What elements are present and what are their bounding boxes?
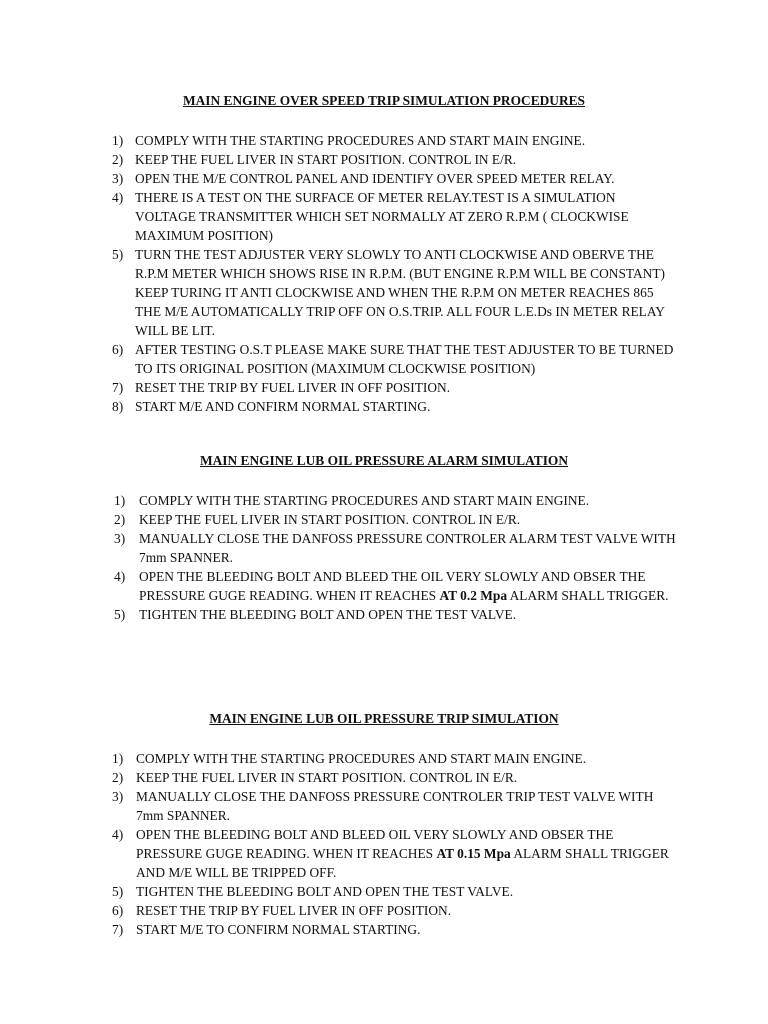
list-item: [0, 397, 675, 416]
list-item: [0, 169, 675, 188]
pressure-value: AT 0.2 Mpa: [439, 588, 508, 603]
item-text: MANUALLY CLOSE THE DANFOSS PRESSURE CONTROLER TRIP TEST VALVE WITH 7mm SPANNER.: [136, 789, 654, 823]
item-number: 6): [112, 342, 124, 357]
item-number: 3): [112, 171, 124, 186]
item-text: START M/E AND CONFIRM NORMAL STARTING.: [135, 399, 431, 414]
item-number: 4): [114, 569, 126, 584]
item-number: 8): [112, 399, 124, 414]
item-number: 4): [112, 827, 124, 842]
item-text: TIGHTEN THE BLEEDING BOLT AND OPEN THE TEST VALVE.: [136, 884, 514, 899]
list-item: [0, 768, 681, 787]
procedure-list: [0, 491, 768, 624]
item-number: 3): [112, 789, 124, 804]
item-number: 7): [112, 380, 124, 395]
item-number: 4): [112, 190, 124, 205]
item-text: COMPLY WITH THE STARTING PROCEDURES AND START MAIN ENGINE.: [135, 133, 586, 148]
item-text: COMPLY WITH THE STARTING PROCEDURES AND START MAIN ENGINE.: [139, 493, 590, 508]
list-item: [0, 605, 679, 624]
list-item: [0, 510, 679, 529]
procedure-list: [0, 749, 768, 939]
item-number: 2): [112, 770, 124, 785]
item-text: TIGHTEN THE BLEEDING BOLT AND OPEN THE TEST VALVE.: [139, 607, 517, 622]
item-text: MANUALLY CLOSE THE DANFOSS PRESSURE CONTROLER ALARM TEST VALVE WITH 7mm SPANNER.: [139, 531, 676, 565]
section-title: MAIN ENGINE LUB OIL PRESSURE ALARM SIMULATION: [199, 453, 569, 468]
item-number: 3): [114, 531, 126, 546]
lub-oil-alarm-section: [0, 451, 768, 624]
item-number: 1): [114, 493, 126, 508]
list-item: [0, 529, 679, 567]
item-number: 6): [112, 903, 124, 918]
procedure-list: [0, 131, 768, 416]
item-number: 5): [112, 884, 124, 899]
list-item: [0, 882, 681, 901]
item-text: KEEP THE FUEL LIVER IN START POSITION. CONTROL IN E/R.: [136, 770, 518, 785]
item-text: KEEP THE FUEL LIVER IN START POSITION. CONTROL IN E/R.: [135, 152, 517, 167]
list-item: [0, 920, 681, 939]
list-item: [0, 131, 675, 150]
list-item: [0, 787, 681, 825]
section-title: MAIN ENGINE OVER SPEED TRIP SIMULATION PROCEDURES: [182, 93, 586, 108]
item-number: 2): [112, 152, 124, 167]
list-item: [0, 491, 679, 510]
item-number: 1): [112, 133, 124, 148]
list-item: [0, 245, 675, 340]
overspeed-trip-section: [0, 91, 768, 416]
item-text: COMPLY WITH THE STARTING PROCEDURES AND START MAIN ENGINE.: [136, 751, 587, 766]
item-number: 2): [114, 512, 126, 527]
item-text: [139, 567, 679, 605]
list-item: [0, 567, 679, 605]
section-title: MAIN ENGINE LUB OIL PRESSURE TRIP SIMULATION: [209, 711, 559, 726]
pressure-value: AT 0.15 Mpa: [436, 846, 511, 861]
item-number: 1): [112, 751, 124, 766]
list-item: [0, 825, 681, 882]
item-text: AFTER TESTING O.S.T PLEASE MAKE SURE THAT THE TEST ADJUSTER TO BE TURNED TO ITS ORIGINAL POSITION (MAXIMUM CLOCKWISE POSITION): [135, 342, 674, 376]
item-text-part: OPEN THE BLEEDING BOLT AND BLEED OIL VERY SLOWLY AND OBSER THE PRESSURE GUGE READING. WHEN IT REACHES: [136, 827, 614, 861]
list-item: [0, 749, 681, 768]
item-number: 5): [114, 607, 126, 622]
lub-oil-trip-section: [0, 709, 768, 939]
item-text: [136, 825, 681, 882]
item-text: KEEP THE FUEL LIVER IN START POSITION. CONTROL IN E/R.: [139, 512, 521, 527]
list-item: [0, 378, 675, 397]
item-text: TURN THE TEST ADJUSTER VERY SLOWLY TO ANTI CLOCKWISE AND OBERVE THE R.P.M METER WHICH SHOWS RISE IN R.P.M. (BUT ENGINE R.P.M WILL BE CONSTANT) KEEP TURING IT ANTI CLOCKWISE AND WHEN THE R.P.M ON METER REACHES 865 THE M/E AUTOMATICALLY TRIP OFF ON O.S.TRIP. ALL FOUR L.E.Ds IN METER RELAY WILL BE LIT.: [135, 247, 665, 338]
list-item: [0, 340, 675, 378]
item-text: START M/E TO CONFIRM NORMAL STARTING.: [136, 922, 421, 937]
item-text-part: ALARM SHALL TRIGGER AND M/E WILL BE TRIPPED OFF.: [136, 846, 669, 880]
item-text-part: OPEN THE BLEEDING BOLT AND BLEED THE OIL VERY SLOWLY AND OBSER THE PRESSURE GUGE READING. WHEN IT REACHES: [139, 569, 646, 603]
list-item: [0, 188, 675, 245]
item-number: 5): [112, 247, 124, 262]
item-text: RESET THE TRIP BY FUEL LIVER IN OFF POSITION.: [135, 380, 451, 395]
list-item: [0, 901, 681, 920]
list-item: [0, 150, 675, 169]
item-number: 7): [112, 922, 124, 937]
item-text: OPEN THE M/E CONTROL PANEL AND IDENTIFY OVER SPEED METER RELAY.: [135, 171, 615, 186]
item-text: RESET THE TRIP BY FUEL LIVER IN OFF POSITION.: [136, 903, 452, 918]
item-text-part: ALARM SHALL TRIGGER.: [507, 588, 669, 603]
item-text: THERE IS A TEST ON THE SURFACE OF METER RELAY.TEST IS A SIMULATION VOLTAGE TRANSMITTER WHICH SET NORMALLY AT ZERO R.P.M ( CLOCKWISE MAXIMUM POSITION): [135, 190, 629, 243]
